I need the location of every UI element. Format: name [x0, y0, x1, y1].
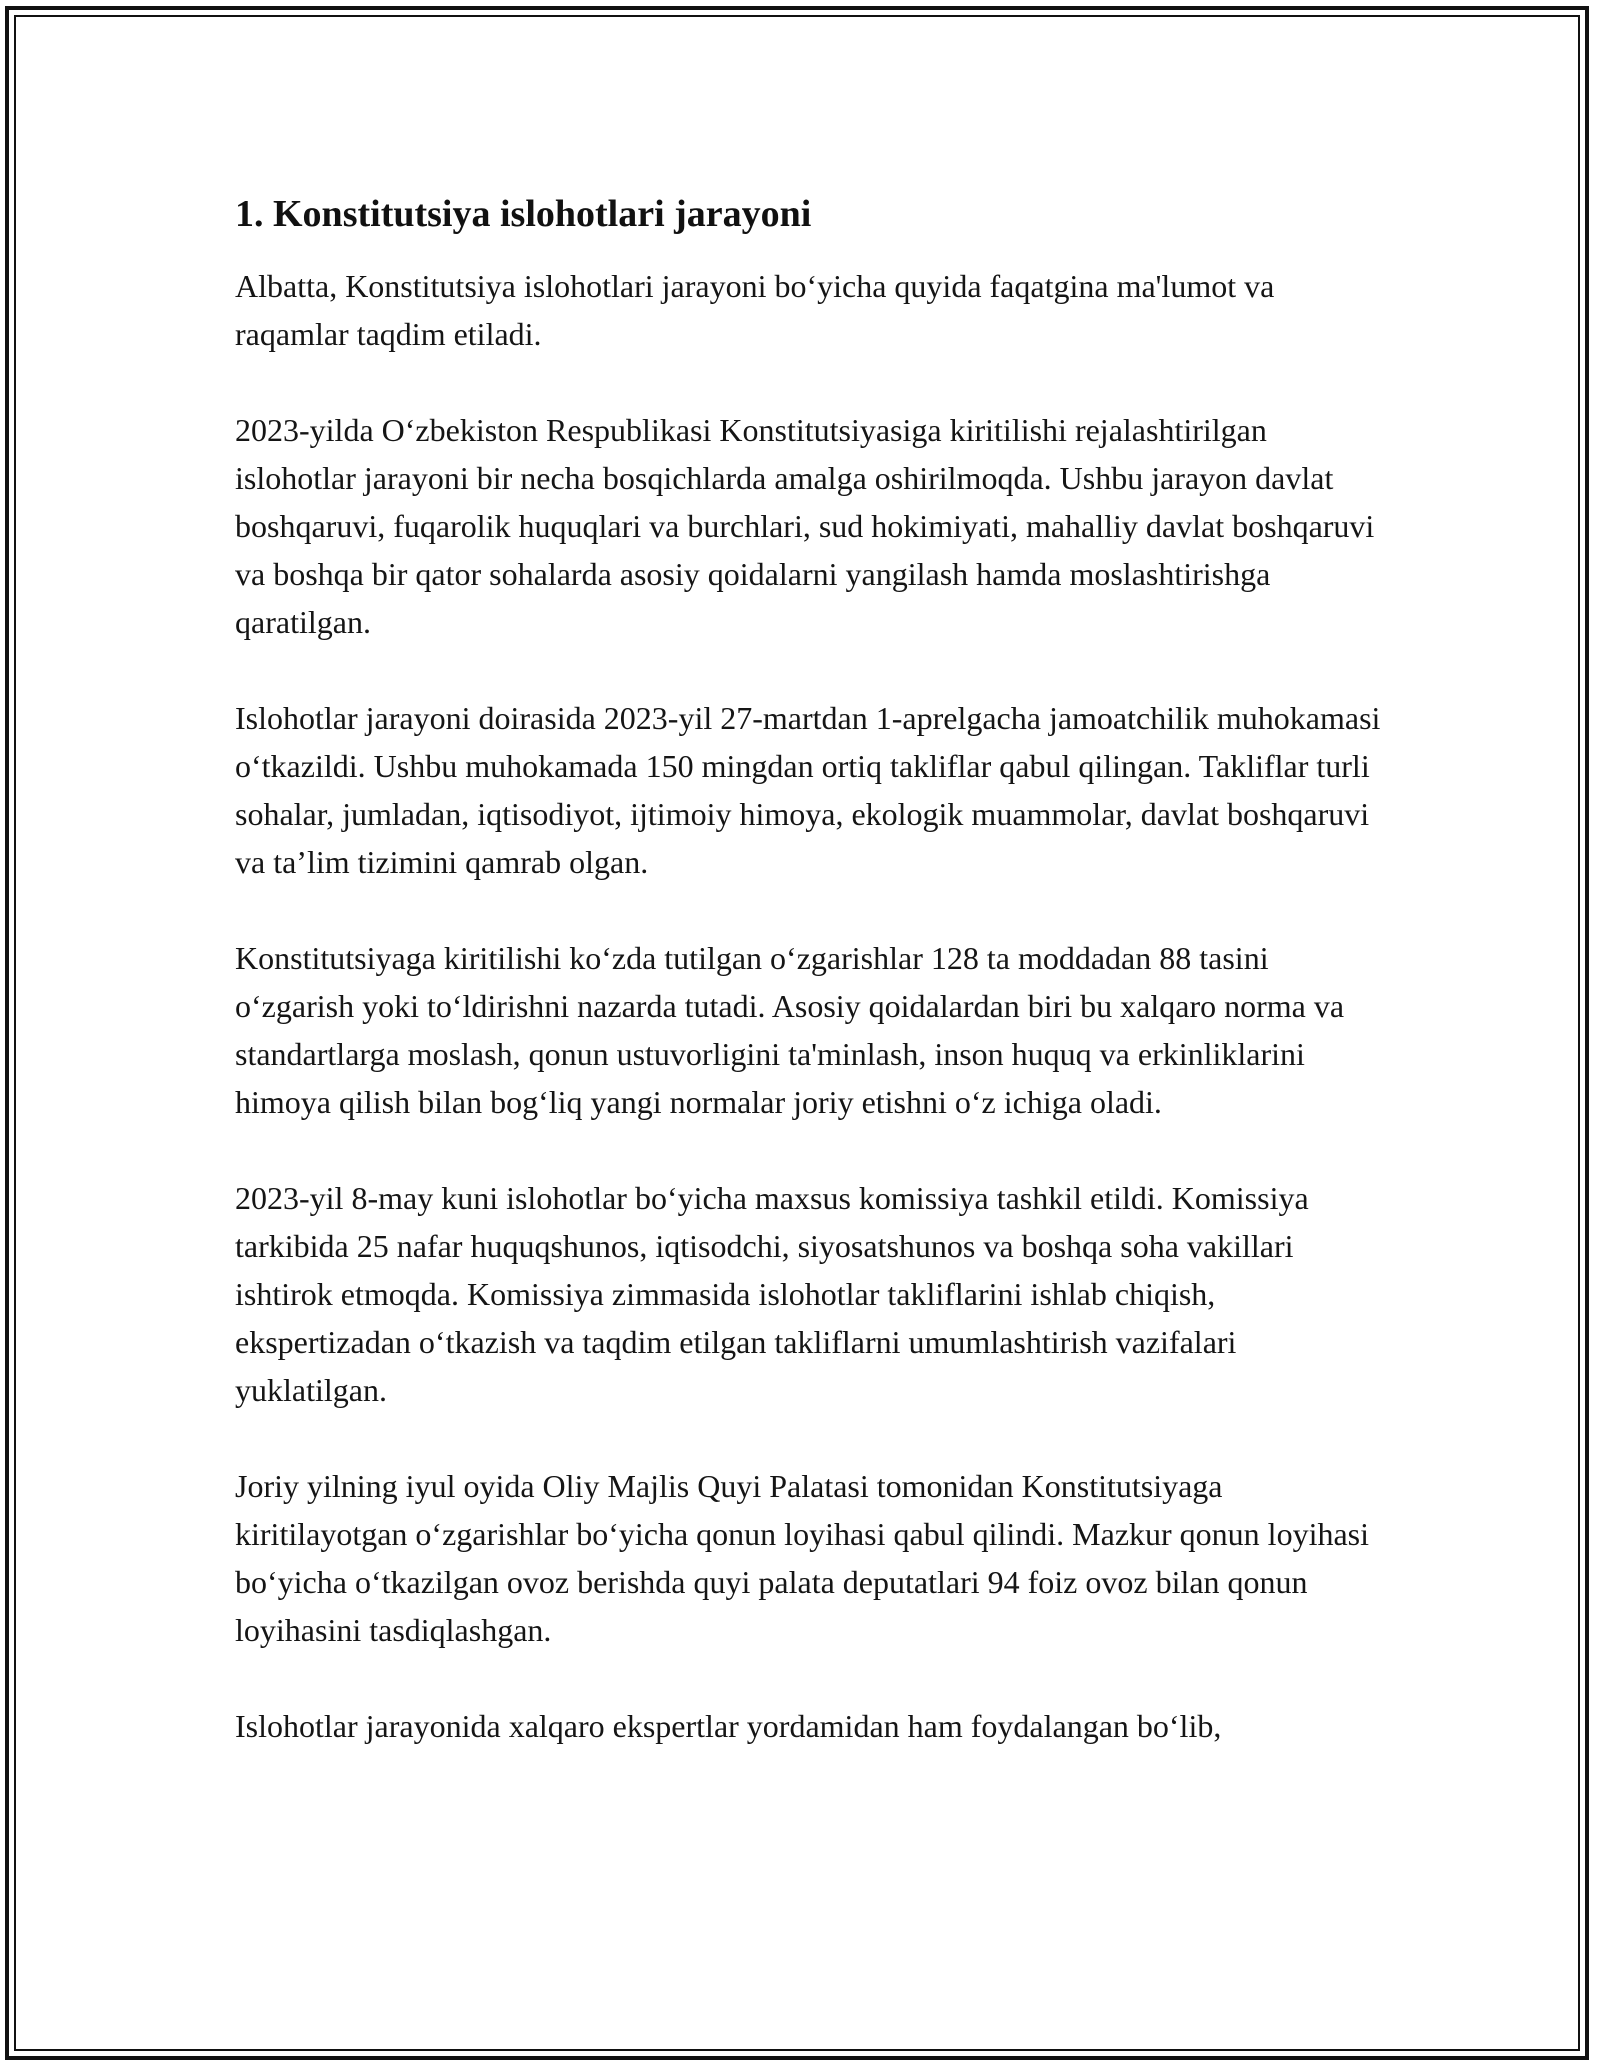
paragraph-parliament-vote: Joriy yilning iyul oyida Oliy Majlis Quyi Palatasi tomonidan Konstitutsiyaga kiritilayotgan o‘zgarishlar bo‘yicha qonun loyihasi qabul qilindi. Mazkur qonun loyihasi bo‘yicha o‘tkazilgan ovoz berishda quyi palata deputatlari 94 foiz ovoz bilan qonun loyihasini tasdiqlashgan.: [235, 1468, 1369, 1648]
paragraph-international-experts: Islohotlar jarayonida xalqaro ekspertlar yordamidan ham foydalangan bo‘lib,: [235, 1708, 1222, 1744]
paragraph-reform-stages: 2023-yilda O‘zbekiston Respublikasi Konstitutsiyasiga kiritilishi rejalashtirilgan islohotlar jarayoni bir necha bosqichlarda amalga oshirilmoqda. Ushbu jarayon davlat boshqaruvi, fuqarolik huquqlari va burchlari, sud hokimiyati, mahalliy davlat boshqaruvi va boshqa bir qator sohalarda asosiy qoidalarni yangilash hamda moslashtirishga qaratilgan.: [235, 412, 1375, 640]
paragraph-public-discussion: Islohotlar jarayoni doirasida 2023-yil 27-martdan 1-aprelgacha jamoatchilik muhokamasi o‘tkazildi. Ushbu muhokamada 150 mingdan ortiq takliflar qabul qilingan. Takliflar turli sohalar, jumladan, iqtisodiyot, ijtimoiy himoya, ekologik muammolar, davlat boshqaruvi va ta’lim tizimini qamrab olgan.: [235, 700, 1381, 880]
paragraph-intro: Albatta, Konstitutsiya islohotlari jarayoni bo‘yicha quyida faqatgina ma'lumot va raqamlar taqdim etiladi.: [235, 268, 1275, 352]
document-body: [235, 188, 1385, 1798]
section-heading: 1. Konstitutsiya islohotlari jarayoni: [235, 193, 812, 235]
paragraph-amendments: Konstitutsiyaga kiritilishi ko‘zda tutilgan o‘zgarishlar 128 ta moddadan 88 tasini o‘zgarish yoki to‘ldirishni nazarda tutadi. Asosiy qoidalardan biri bu xalqaro norma va standartlarga moslash, qonun ustuvorligini ta'minlash, inson huquq va erkinliklarini himoya qilish bilan bog‘liq yangi normalar joriy etishni o‘z ichiga oladi.: [235, 940, 1345, 1120]
paragraph-commission: 2023-yil 8-may kuni islohotlar bo‘yicha maxsus komissiya tashkil etildi. Komissiya tarkibida 25 nafar huquqshunos, iqtisodchi, siyosatshunos va boshqa soha vakillari ishtirok etmoqda. Komissiya zimmasida islohotlar takliflarini ishlab chiqish, ekspertizadan o‘tkazish va taqdim etilgan takliflarni umumlashtirish vazifalari yuklatilgan.: [235, 1180, 1309, 1408]
